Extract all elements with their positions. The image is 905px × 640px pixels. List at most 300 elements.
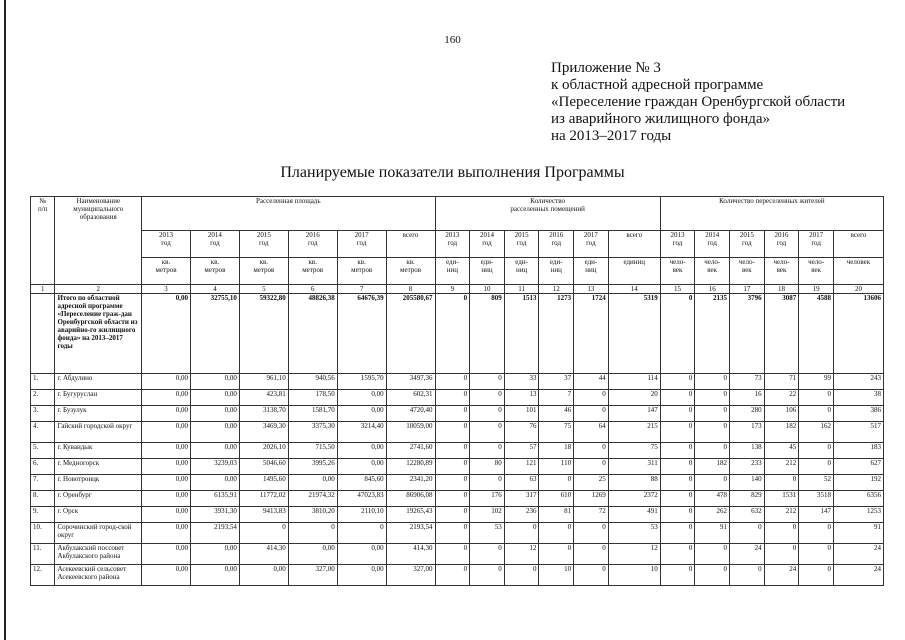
- value-cell: 0,00: [190, 475, 239, 491]
- row-num-cell: 2.: [31, 390, 55, 406]
- value-cell: 3239,03: [190, 459, 239, 475]
- row-name-cell: Акбулакский поссовет Акбулакского района: [55, 544, 142, 565]
- header-year-cell: 2017 год: [574, 231, 609, 258]
- value-cell: 0: [435, 406, 470, 422]
- value-cell: 147: [608, 406, 660, 422]
- value-cell: 2110,10: [337, 507, 386, 523]
- value-cell: 0: [539, 544, 574, 565]
- value-cell: 9413,83: [239, 507, 288, 523]
- appendix-line: «Переселение граждан Оренбургской области: [551, 94, 846, 110]
- value-cell: 327,00: [288, 565, 337, 586]
- value-cell: 0: [435, 459, 470, 475]
- value-cell: 147: [799, 507, 834, 523]
- value-cell: 1581,70: [288, 406, 337, 422]
- value-cell: 52: [799, 475, 834, 491]
- column-number-cell: 11: [504, 285, 539, 294]
- value-cell: 0,00: [288, 475, 337, 491]
- value-cell: 0: [574, 443, 609, 459]
- value-cell: 0: [504, 523, 539, 544]
- value-cell: 3931,30: [190, 507, 239, 523]
- header-unit-cell: еди- ниц: [539, 258, 574, 285]
- table-row: [31, 406, 884, 422]
- value-cell: 12280,89: [386, 459, 435, 475]
- value-cell: 81: [539, 507, 574, 523]
- header-unit-cell: еди- ниц: [574, 258, 609, 285]
- value-cell: 0: [799, 390, 834, 406]
- value-cell: 6356: [833, 491, 883, 507]
- value-cell: 0: [660, 544, 695, 565]
- value-cell: 205580,67: [386, 294, 435, 374]
- value-cell: 517: [833, 422, 883, 443]
- value-cell: 6135,91: [190, 491, 239, 507]
- value-cell: 2135: [695, 294, 730, 374]
- table-header: [31, 197, 884, 294]
- value-cell: 0: [695, 390, 730, 406]
- value-cell: 75: [539, 422, 574, 443]
- value-cell: 0: [660, 523, 695, 544]
- value-cell: 4588: [799, 294, 834, 374]
- column-number-cell: 13: [574, 285, 609, 294]
- value-cell: 845,60: [337, 475, 386, 491]
- value-cell: 0,00: [142, 507, 191, 523]
- value-cell: 114: [608, 374, 660, 390]
- value-cell: 0,00: [142, 565, 191, 586]
- value-cell: 3375,30: [288, 422, 337, 443]
- header-rooms-group: Количество расселенных помещений: [435, 197, 660, 231]
- value-cell: 12: [608, 544, 660, 565]
- header-unit-cell: кв. метров: [337, 258, 386, 285]
- value-cell: 212: [764, 459, 799, 475]
- row-num-cell: 10.: [31, 523, 55, 544]
- value-cell: 0: [799, 544, 834, 565]
- value-cell: 627: [833, 459, 883, 475]
- value-cell: 0: [695, 422, 730, 443]
- value-cell: 0: [764, 475, 799, 491]
- value-cell: 0: [695, 475, 730, 491]
- column-number-cell: 3: [142, 285, 191, 294]
- value-cell: 215: [608, 422, 660, 443]
- value-cell: 57: [504, 443, 539, 459]
- value-cell: 18: [539, 443, 574, 459]
- row-name-cell: Итого по областной адресной программе «Переселение граж-дан Оренбургской области из аварийно-го жилищного фонда» на 2013–2017 годы: [55, 294, 142, 374]
- row-name-cell: г. Бузулук: [55, 406, 142, 422]
- value-cell: 0,00: [337, 459, 386, 475]
- value-cell: 212: [764, 507, 799, 523]
- value-cell: 0,00: [142, 544, 191, 565]
- value-cell: 0,00: [190, 443, 239, 459]
- row-num-cell: 5.: [31, 443, 55, 459]
- row-name-cell: г. Кувандык: [55, 443, 142, 459]
- value-cell: 13606: [833, 294, 883, 374]
- value-cell: 0: [288, 523, 337, 544]
- header-unit-cell: кв. метров: [386, 258, 435, 285]
- row-num-cell: 8.: [31, 491, 55, 507]
- value-cell: 88: [608, 475, 660, 491]
- value-cell: 0: [239, 523, 288, 544]
- value-cell: 0: [660, 390, 695, 406]
- value-cell: 0: [660, 406, 695, 422]
- value-cell: 21974,32: [288, 491, 337, 507]
- header-unit-cell: кв. метров: [142, 258, 191, 285]
- value-cell: 0: [539, 523, 574, 544]
- value-cell: 317: [504, 491, 539, 507]
- value-cell: 0: [504, 565, 539, 586]
- value-cell: 140: [730, 475, 765, 491]
- value-cell: 602,31: [386, 390, 435, 406]
- value-cell: 0,00: [337, 390, 386, 406]
- column-number-cell: 8: [386, 285, 435, 294]
- value-cell: 162: [799, 422, 834, 443]
- value-cell: 0: [660, 475, 695, 491]
- value-cell: 478: [695, 491, 730, 507]
- value-cell: 0: [470, 406, 505, 422]
- value-cell: 19265,43: [386, 507, 435, 523]
- value-cell: 961,10: [239, 374, 288, 390]
- value-cell: 0: [695, 406, 730, 422]
- value-cell: 0: [695, 544, 730, 565]
- indicators-table: [30, 196, 884, 586]
- value-cell: 423,81: [239, 390, 288, 406]
- table-row-total: [31, 294, 884, 374]
- value-cell: 0,00: [142, 443, 191, 459]
- header-year-cell: 2016 год: [539, 231, 574, 258]
- header-year-cell: 2017 год: [799, 231, 834, 258]
- column-number-cell: 12: [539, 285, 574, 294]
- value-cell: 24: [764, 565, 799, 586]
- value-cell: 0: [660, 565, 695, 586]
- value-cell: 0: [470, 374, 505, 390]
- value-cell: 5046,60: [239, 459, 288, 475]
- row-name-cell: Асекеевский сельсовет Асекеевского района: [55, 565, 142, 586]
- row-num-cell: 1.: [31, 374, 55, 390]
- value-cell: 0,00: [142, 475, 191, 491]
- row-num-cell: 4.: [31, 422, 55, 443]
- value-cell: 0: [574, 459, 609, 475]
- value-cell: 12: [504, 544, 539, 565]
- value-cell: 173: [730, 422, 765, 443]
- header-year-cell: 2013 год: [660, 231, 695, 258]
- row-num-cell: 12.: [31, 565, 55, 586]
- value-cell: 0: [435, 422, 470, 443]
- value-cell: 0: [764, 544, 799, 565]
- value-cell: 32755,10: [190, 294, 239, 374]
- value-cell: 22: [764, 390, 799, 406]
- row-name-cell: г. Абдулино: [55, 374, 142, 390]
- header-year-cell: всего: [608, 231, 660, 258]
- header-year-cell: 2014 год: [190, 231, 239, 258]
- value-cell: 10: [539, 565, 574, 586]
- value-cell: 0,00: [142, 459, 191, 475]
- header-year-cell: 2013 год: [142, 231, 191, 258]
- value-cell: 0: [435, 390, 470, 406]
- value-cell: 0,00: [142, 406, 191, 422]
- scan-margin-line: [4, 0, 6, 640]
- value-cell: 24: [730, 544, 765, 565]
- header-year-cell: 2015 год: [239, 231, 288, 258]
- value-cell: 183: [833, 443, 883, 459]
- value-cell: 102: [470, 507, 505, 523]
- value-cell: 386: [833, 406, 883, 422]
- appendix-line: на 2013–2017 годы: [551, 128, 672, 144]
- row-num-cell: 11.: [31, 544, 55, 565]
- value-cell: 0: [470, 475, 505, 491]
- value-cell: 24: [833, 565, 883, 586]
- value-cell: 64676,39: [337, 294, 386, 374]
- header-unit-cell: чело- век: [695, 258, 730, 285]
- page-number: 160: [444, 34, 461, 46]
- value-cell: 24: [833, 544, 883, 565]
- header-year-cell: 2014 год: [695, 231, 730, 258]
- value-cell: 106: [764, 406, 799, 422]
- value-cell: 0,00: [142, 390, 191, 406]
- value-cell: 3518: [799, 491, 834, 507]
- value-cell: 0: [435, 475, 470, 491]
- value-cell: 0: [695, 565, 730, 586]
- value-cell: 0: [574, 544, 609, 565]
- value-cell: 10059,00: [386, 422, 435, 443]
- value-cell: 0,00: [142, 422, 191, 443]
- value-cell: 262: [695, 507, 730, 523]
- column-number-cell: 10: [470, 285, 505, 294]
- value-cell: 0: [574, 390, 609, 406]
- value-cell: 45: [764, 443, 799, 459]
- value-cell: 91: [695, 523, 730, 544]
- value-cell: 11772,02: [239, 491, 288, 507]
- table-row: [31, 523, 884, 544]
- column-number-cell: 16: [695, 285, 730, 294]
- value-cell: 0: [660, 443, 695, 459]
- column-number-cell: 9: [435, 285, 470, 294]
- value-cell: 13: [504, 390, 539, 406]
- value-cell: 3138,70: [239, 406, 288, 422]
- value-cell: 632: [730, 507, 765, 523]
- value-cell: 0: [435, 523, 470, 544]
- value-cell: 233: [730, 459, 765, 475]
- table-row: [31, 507, 884, 523]
- value-cell: 3995,26: [288, 459, 337, 475]
- value-cell: 2741,60: [386, 443, 435, 459]
- column-number-cell: 19: [799, 285, 834, 294]
- value-cell: 0: [337, 523, 386, 544]
- value-cell: 86906,08: [386, 491, 435, 507]
- header-unit-cell: чело- век: [799, 258, 834, 285]
- value-cell: 0: [470, 390, 505, 406]
- column-number-cell: 4: [190, 285, 239, 294]
- column-number-cell: 17: [730, 285, 765, 294]
- value-cell: 0: [660, 422, 695, 443]
- value-cell: 71: [764, 374, 799, 390]
- value-cell: 1595,70: [337, 374, 386, 390]
- value-cell: 0,00: [142, 523, 191, 544]
- value-cell: 0,00: [190, 374, 239, 390]
- value-cell: 809: [470, 294, 505, 374]
- header-year-cell: 2013 год: [435, 231, 470, 258]
- column-number-cell: 7: [337, 285, 386, 294]
- appendix-line: из аварийного жилищного фонда»: [551, 111, 771, 127]
- value-cell: 0: [470, 544, 505, 565]
- row-num-cell: 3.: [31, 406, 55, 422]
- value-cell: 414,30: [386, 544, 435, 565]
- value-cell: 121: [504, 459, 539, 475]
- value-cell: 236: [504, 507, 539, 523]
- value-cell: 2193,54: [386, 523, 435, 544]
- row-name-cell: Гайский городской округ: [55, 422, 142, 443]
- value-cell: 0: [470, 443, 505, 459]
- value-cell: 3497,36: [386, 374, 435, 390]
- header-unit-cell: кв. метров: [190, 258, 239, 285]
- value-cell: 0: [435, 507, 470, 523]
- value-cell: 53: [470, 523, 505, 544]
- header-year-cell: 2015 год: [504, 231, 539, 258]
- header-unit-cell: кв. метров: [288, 258, 337, 285]
- row-name-cell: г. Орск: [55, 507, 142, 523]
- value-cell: 25: [574, 475, 609, 491]
- value-cell: 20: [608, 390, 660, 406]
- table-row: [31, 443, 884, 459]
- table-row: [31, 491, 884, 507]
- value-cell: 0,00: [190, 565, 239, 586]
- header-year-cell: 2016 год: [288, 231, 337, 258]
- row-name-cell: г. Новотроицк: [55, 475, 142, 491]
- column-number-cell: 15: [660, 285, 695, 294]
- value-cell: 0,00: [142, 374, 191, 390]
- value-cell: 0: [764, 523, 799, 544]
- table-row: [31, 374, 884, 390]
- value-cell: 44: [574, 374, 609, 390]
- value-cell: 414,30: [239, 544, 288, 565]
- value-cell: 1253: [833, 507, 883, 523]
- row-name-cell: Сорочинский город-ской округ: [55, 523, 142, 544]
- header-unit-cell: чело- век: [730, 258, 765, 285]
- column-number-cell: 18: [764, 285, 799, 294]
- value-cell: 37: [539, 374, 574, 390]
- value-cell: 192: [833, 475, 883, 491]
- column-number-cell: 2: [55, 285, 142, 294]
- header-name-cell: Наименование муниципального образования: [55, 197, 142, 285]
- value-cell: 3469,30: [239, 422, 288, 443]
- row-num-cell: 9.: [31, 507, 55, 523]
- column-number-cell: 1: [31, 285, 55, 294]
- value-cell: 16: [730, 390, 765, 406]
- value-cell: 0: [470, 422, 505, 443]
- value-cell: 63: [504, 475, 539, 491]
- value-cell: 2026,10: [239, 443, 288, 459]
- row-num-cell: [31, 294, 55, 374]
- column-number-cell: 14: [608, 285, 660, 294]
- value-cell: 0,00: [190, 422, 239, 443]
- table-row: [31, 422, 884, 443]
- header-people-group: Количество переселенных жителей: [660, 197, 883, 231]
- appendix-line: Приложение № 3: [551, 60, 661, 76]
- value-cell: 75: [608, 443, 660, 459]
- header-unit-cell: еди- ниц: [470, 258, 505, 285]
- value-cell: 1724: [574, 294, 609, 374]
- value-cell: 1495,60: [239, 475, 288, 491]
- value-cell: 46: [539, 406, 574, 422]
- value-cell: 0: [660, 459, 695, 475]
- value-cell: 0,00: [337, 565, 386, 586]
- value-cell: 0: [799, 443, 834, 459]
- value-cell: 1273: [539, 294, 574, 374]
- value-cell: 0: [435, 374, 470, 390]
- value-cell: 0: [435, 491, 470, 507]
- value-cell: 0: [574, 523, 609, 544]
- appendix-line: к областной адресной программе: [551, 77, 764, 93]
- value-cell: 0: [660, 507, 695, 523]
- header-area-group: Расселенная площадь: [142, 197, 435, 231]
- value-cell: 1531: [764, 491, 799, 507]
- value-cell: 311: [608, 459, 660, 475]
- value-cell: 72: [574, 507, 609, 523]
- header-unit-cell: еди- ниц: [435, 258, 470, 285]
- header-year-cell: 2016 год: [764, 231, 799, 258]
- value-cell: 0: [730, 523, 765, 544]
- header-unit-cell: единиц: [608, 258, 660, 285]
- value-cell: 1269: [574, 491, 609, 507]
- value-cell: 243: [833, 374, 883, 390]
- value-cell: 64: [574, 422, 609, 443]
- value-cell: 0: [695, 374, 730, 390]
- header-unit-cell: чело- век: [660, 258, 695, 285]
- value-cell: 610: [539, 491, 574, 507]
- value-cell: 0: [695, 443, 730, 459]
- value-cell: 0: [660, 374, 695, 390]
- value-cell: 99: [799, 374, 834, 390]
- value-cell: 715,50: [288, 443, 337, 459]
- value-cell: 0: [799, 523, 834, 544]
- value-cell: 2193,54: [190, 523, 239, 544]
- value-cell: 0,00: [337, 544, 386, 565]
- value-cell: 1513: [504, 294, 539, 374]
- value-cell: 0: [799, 565, 834, 586]
- value-cell: 491: [608, 507, 660, 523]
- value-cell: 3087: [764, 294, 799, 374]
- column-number-cell: 6: [288, 285, 337, 294]
- value-cell: 0,00: [190, 390, 239, 406]
- value-cell: 76: [504, 422, 539, 443]
- value-cell: 33: [504, 374, 539, 390]
- value-cell: 0: [435, 544, 470, 565]
- value-cell: 3214,40: [337, 422, 386, 443]
- header-year-cell: 2017 год: [337, 231, 386, 258]
- value-cell: 7: [539, 390, 574, 406]
- value-cell: 0,00: [337, 406, 386, 422]
- value-cell: 940,56: [288, 374, 337, 390]
- value-cell: 38: [833, 390, 883, 406]
- value-cell: 0: [799, 406, 834, 422]
- value-cell: 0: [435, 565, 470, 586]
- document-title: Планируемые показатели выполнения Программы: [280, 164, 625, 181]
- value-cell: 0,00: [142, 294, 191, 374]
- value-cell: 91: [833, 523, 883, 544]
- value-cell: 80: [470, 459, 505, 475]
- value-cell: 0: [574, 565, 609, 586]
- value-cell: 0: [799, 459, 834, 475]
- value-cell: 2372: [608, 491, 660, 507]
- value-cell: 0,00: [239, 565, 288, 586]
- row-name-cell: г. Медногорск: [55, 459, 142, 475]
- value-cell: 53: [608, 523, 660, 544]
- row-name-cell: г. Оренбург: [55, 491, 142, 507]
- row-name-cell: г. Бугуруслан: [55, 390, 142, 406]
- value-cell: 0,00: [190, 544, 239, 565]
- value-cell: 327,00: [386, 565, 435, 586]
- value-cell: 47023,83: [337, 491, 386, 507]
- row-num-cell: 6.: [31, 459, 55, 475]
- value-cell: 3810,20: [288, 507, 337, 523]
- value-cell: 0: [574, 406, 609, 422]
- appendix-note: [551, 60, 845, 145]
